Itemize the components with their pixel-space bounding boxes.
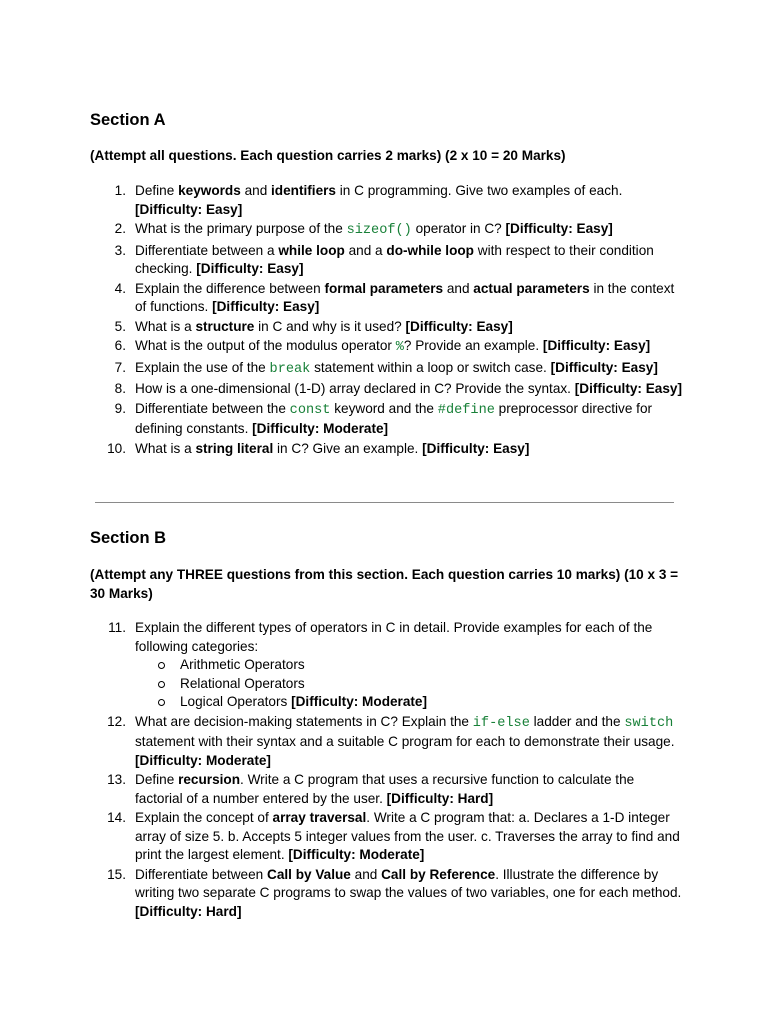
sub-list-item xyxy=(135,656,682,675)
question-body xyxy=(135,360,658,375)
question-text: Explain the use of the xyxy=(135,359,270,375)
question-text: Differentiate between xyxy=(135,866,267,882)
question-body xyxy=(135,338,650,353)
difficulty-tag: [Difficulty: Moderate] xyxy=(135,752,271,768)
question-text: Explain the concept of xyxy=(135,810,273,825)
question-text: . Illustrate the difference by writing two separate C programs to swap the values of two variables, one for each method. xyxy=(135,866,682,900)
bold-term: identifiers xyxy=(271,183,336,198)
question-text: keyword and the xyxy=(330,400,438,416)
question-item xyxy=(90,359,682,380)
question-text: and xyxy=(240,183,272,198)
bold-term: Call by Value xyxy=(267,866,351,882)
bold-term: formal parameters xyxy=(324,280,444,296)
difficulty-tag: [Difficulty: Easy] xyxy=(422,440,530,456)
section-b-title: Section B xyxy=(90,529,167,547)
question-number: 11. xyxy=(108,620,126,635)
circle-bullet-icon xyxy=(158,699,165,706)
difficulty-tag: [Difficulty: Easy] xyxy=(196,261,304,276)
question-text: What are decision-making statements in C? Explain the xyxy=(135,713,473,729)
code-snippet: const xyxy=(289,402,331,418)
question-text: in the context of functions. xyxy=(135,280,675,314)
difficulty-tag: [Difficulty: Hard] xyxy=(135,903,242,919)
question-number: 15. xyxy=(107,866,126,882)
question-number: 5. xyxy=(114,318,126,334)
section-a-title: Section A xyxy=(90,111,166,129)
question-item xyxy=(90,809,682,865)
question-body xyxy=(135,319,513,334)
question-number: 2. xyxy=(114,221,126,236)
question-item xyxy=(90,280,682,317)
section-b-question-list xyxy=(90,619,682,922)
bold-term: while loop xyxy=(278,242,345,258)
code-snippet: % xyxy=(395,340,404,355)
code-snippet: switch xyxy=(624,715,674,731)
question-text: . Write a C program that: a. Declares a 1-D integer array of size 5. b. Accepts 5 integer values from the user. c. Traverses the array to find and print the largest element. xyxy=(135,810,680,862)
question-body xyxy=(135,867,681,919)
code-snippet: sizeof() xyxy=(346,223,412,238)
question-text: Logical Operators xyxy=(180,694,292,709)
sub-list-item xyxy=(135,675,682,694)
difficulty-tag: [Difficulty: Easy] xyxy=(574,381,682,396)
question-text: preprocessor directive for defining constants. xyxy=(135,400,653,436)
question-body xyxy=(135,772,634,806)
question-text: in C? Give an example. xyxy=(273,440,423,456)
bold-term: array traversal xyxy=(272,810,367,825)
question-text: Relational Operators xyxy=(180,675,305,691)
circle-bullet-icon xyxy=(158,681,165,688)
question-text: and xyxy=(443,280,474,296)
code-snippet: if-else xyxy=(472,715,530,731)
question-body xyxy=(135,243,654,277)
bold-term: recursion xyxy=(178,772,241,787)
bold-term: do-while loop xyxy=(386,242,474,258)
difficulty-tag: [Difficulty: Easy] xyxy=(542,338,651,353)
question-text: . Write a C program that uses a recursive function to calculate the factorial of a number entered by the user. xyxy=(135,772,635,806)
question-text: What is a xyxy=(135,440,196,456)
section-a-question-list xyxy=(90,182,682,459)
question-body xyxy=(135,714,675,768)
question-text: Differentiate between a xyxy=(135,242,279,258)
question-item xyxy=(90,866,682,922)
code-snippet: break xyxy=(269,361,311,377)
question-body xyxy=(135,183,622,217)
difficulty-tag: [Difficulty: Easy] xyxy=(405,318,513,334)
difficulty-tag: [Difficulty: Moderate] xyxy=(291,694,428,709)
bold-term: keywords xyxy=(178,183,241,198)
question-item xyxy=(90,440,682,459)
difficulty-tag: [Difficulty: Easy] xyxy=(550,359,658,375)
question-item xyxy=(90,337,682,358)
question-item xyxy=(90,220,682,241)
sub-list-item xyxy=(135,693,682,712)
section-divider xyxy=(95,502,674,503)
question-body xyxy=(135,620,652,654)
question-item xyxy=(90,400,682,439)
question-body xyxy=(135,281,674,315)
circle-bullet-icon xyxy=(158,662,165,669)
question-text: statement with their syntax and a suitable C program for each to demonstrate their usage. xyxy=(135,734,675,749)
question-text: and xyxy=(350,866,382,882)
difficulty-tag: [Difficulty: Easy] xyxy=(212,299,320,314)
question-item xyxy=(90,318,682,337)
question-number: 1. xyxy=(114,183,126,198)
question-text: Arithmetic Operators xyxy=(180,657,305,672)
question-text: What is the primary purpose of the xyxy=(135,221,347,236)
bold-term: string literal xyxy=(195,440,274,456)
question-number: 4. xyxy=(114,280,126,296)
question-body xyxy=(135,441,529,456)
question-number: 14. xyxy=(107,810,126,825)
question-number: 3. xyxy=(114,242,126,258)
question-text: Define xyxy=(135,183,179,198)
question-text: Explain the different types of operators in C in detail. Provide examples for each of the following categories: xyxy=(135,620,653,654)
question-text: Differentiate between the xyxy=(135,400,290,416)
question-item xyxy=(90,242,682,279)
question-text: What is a xyxy=(135,318,196,334)
difficulty-tag: [Difficulty: Easy] xyxy=(505,221,613,236)
code-snippet: #define xyxy=(437,402,495,418)
question-item xyxy=(90,619,682,712)
question-text: What is the output of the modulus operator xyxy=(135,338,396,353)
question-text: How is a one-dimensional (1-D) array declared in C? Provide the syntax. xyxy=(135,381,575,396)
question-text: in C programming. Give two examples of each. xyxy=(336,183,623,198)
bold-term: structure xyxy=(195,318,255,334)
question-item xyxy=(90,771,682,808)
question-text: in C and why is it used? xyxy=(254,318,406,334)
question-text: ? Provide an example. xyxy=(403,338,543,353)
question-text: Define xyxy=(135,772,179,787)
question-number: 13. xyxy=(107,772,126,787)
question-number: 9. xyxy=(114,400,126,416)
question-body xyxy=(135,810,680,862)
question-number: 12. xyxy=(107,713,126,729)
question-number: 10. xyxy=(107,440,126,456)
question-number: 8. xyxy=(114,381,126,396)
question-item xyxy=(90,713,682,771)
bold-term: Call by Reference xyxy=(381,866,496,882)
difficulty-tag: [Difficulty: Hard] xyxy=(386,790,494,806)
question-text: ladder and the xyxy=(529,713,625,729)
difficulty-tag: [Difficulty: Easy] xyxy=(135,201,243,217)
question-body xyxy=(135,381,682,396)
question-text: Explain the difference between xyxy=(135,280,325,296)
question-number: 7. xyxy=(114,359,126,375)
section-b-instructions: (Attempt any THREE questions from this section. Each question carries 10 marks) (10 x 3 = 30 Marks) xyxy=(90,567,679,601)
question-item xyxy=(90,380,682,399)
difficulty-tag: [Difficulty: Moderate] xyxy=(288,847,425,862)
difficulty-tag: [Difficulty: Moderate] xyxy=(252,421,389,436)
bold-term: actual parameters xyxy=(473,280,590,296)
sub-list xyxy=(135,656,682,712)
question-item xyxy=(90,182,682,219)
question-text: and a xyxy=(344,242,387,258)
section-a-instructions: (Attempt all questions. Each question carries 2 marks) (2 x 10 = 20 Marks) xyxy=(90,148,566,163)
question-text: statement within a loop or switch case. xyxy=(310,359,551,375)
question-number: 6. xyxy=(114,338,126,353)
question-body xyxy=(135,221,613,236)
question-body xyxy=(135,401,652,437)
question-text: with respect to their condition checking. xyxy=(135,242,654,276)
question-text: operator in C? xyxy=(411,221,506,236)
